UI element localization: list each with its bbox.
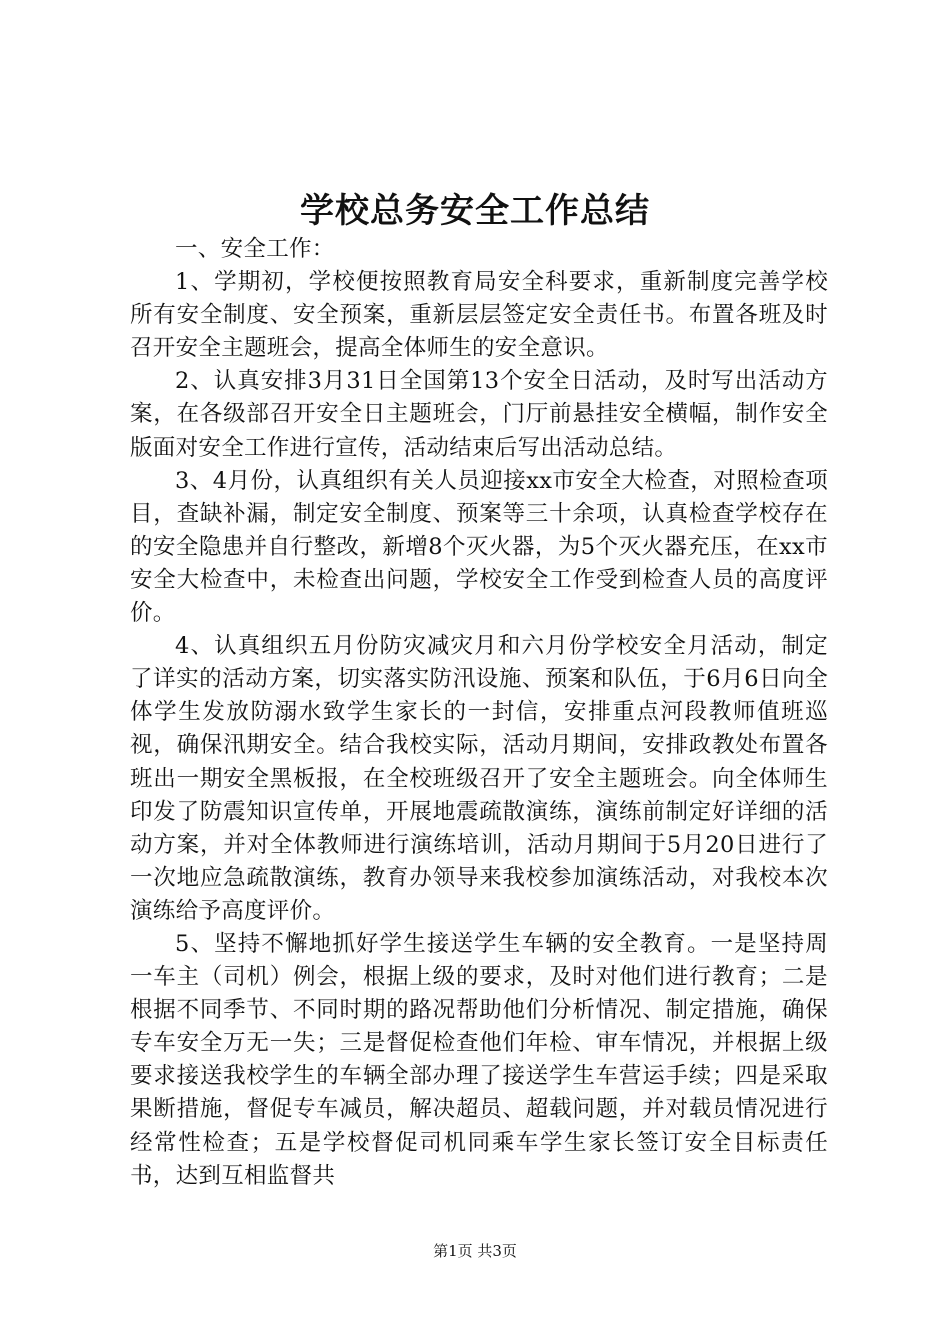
paragraph-5: 5、坚持不懈地抓好学生接送学生车辆的安全教育。一是坚持周一车主（司机）例会，根据上级的要求，及时对他们进行教育；二是根据不同季节、不同时期的路况帮助他们分析情况、制定措施，确保专车安全万无一失；三是督促检查他们年检、审车情况，并根据上级要求接送我校学生的车辆全部办理了接送学生车营运手续；四是采取果断措施，督促专车减员，解决超员、超载问题，并对载员情况进行经常性检查；五是学校督促司机同乘车学生家长签订安全目标责任书，达到互相监督共 — [130, 930, 828, 1189]
paragraph-4: 4、认真组织五月份防灾减灾月和六月份学校安全月活动，制定了详实的活动方案，切实落实防汛设施、预案和队伍，于6月6日向全体学生发放防溺水致学生家长的一封信，安排重点河段教师值班巡视，确保汛期安全。结合我校实际，活动月期间，安排政教处布置各班出一期安全黑板报，在全校班级召开了安全主题班会。向全体师生印发了防震知识宣传单，开展地震疏散演练，演练前制定好详细的活动方案，并对全体教师进行演练培训，活动月期间于5月20日进行了一次地应急疏散演练，教育办领导来我校参加演练活动，对我校本次演练给予高度评价。 — [130, 633, 828, 924]
paragraph-2: 2、认真安排3月31日全国第13个安全日活动，及时写出活动方案，在各级部召开安全日主题班会，门厅前悬挂安全横幅，制作安全版面对安全工作进行宣传，活动结束后写出活动总结。 — [130, 368, 828, 461]
document-title: 学校总务安全工作总结 — [300, 191, 650, 231]
page-number-footer: 第1页 共3页 — [433, 1242, 517, 1260]
document-body — [130, 233, 828, 1193]
section-heading: 一、安全工作： — [175, 236, 335, 262]
paragraph-1: 1、学期初，学校便按照教育局安全科要求，重新制度完善学校所有安全制度、安全预案，重新层层签定安全责任书。布置各班及时召开安全主题班会，提高全体师生的安全意识。 — [130, 269, 828, 362]
paragraph-3: 3、4月份，认真组织有关人员迎接xx市安全大检查，对照检查项目，查缺补漏，制定安全制度、预案等三十余项，认真检查学校存在的安全隐患并自行整改，新增8个灭火器，为5个灭火器充压，在xx市安全大检查中，未检查出问题，学校安全工作受到检查人员的高度评价。 — [130, 467, 828, 627]
